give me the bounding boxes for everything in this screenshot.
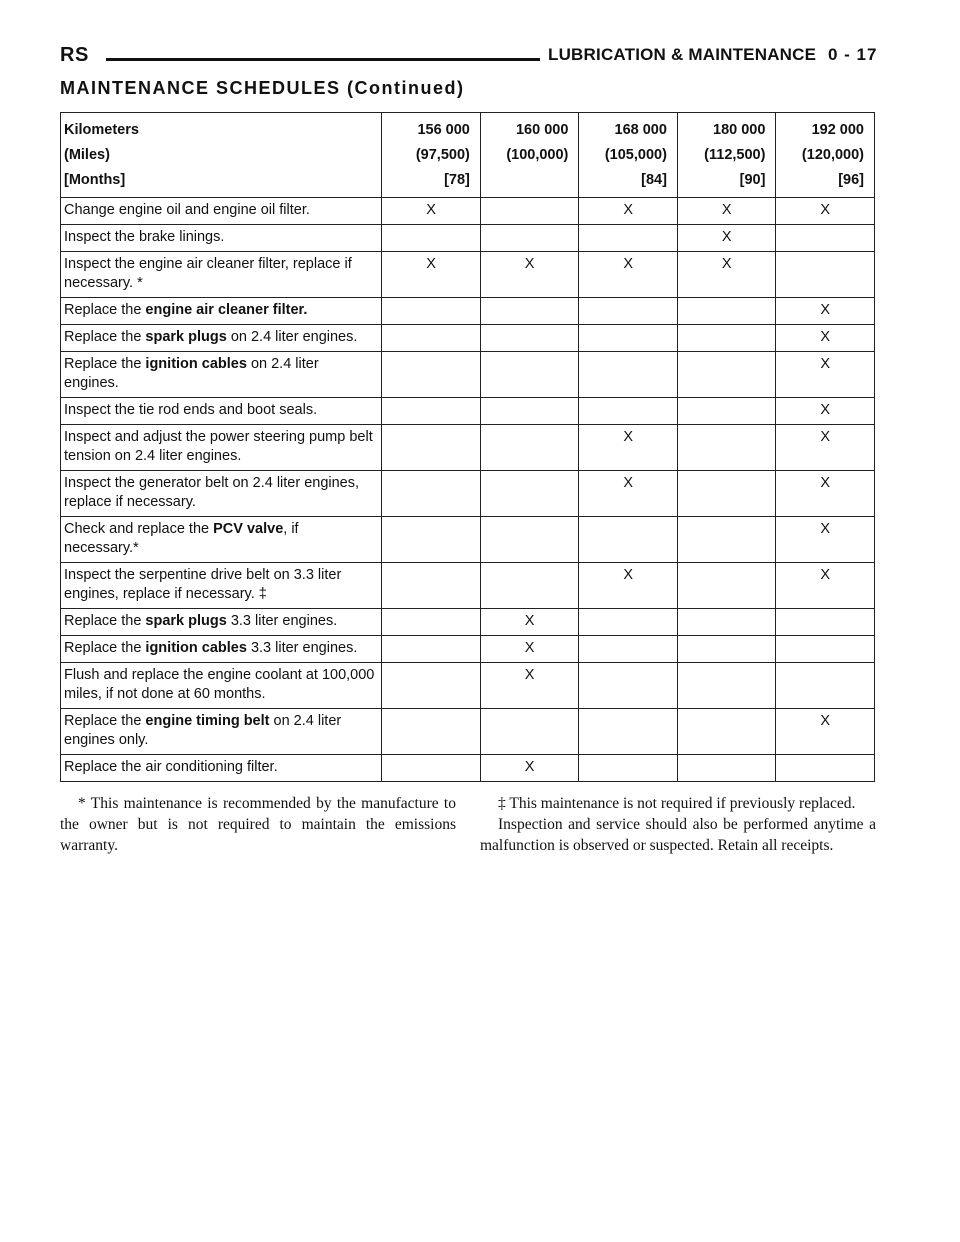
- schedule-mark-cell: [579, 398, 678, 425]
- task-text: Replace the: [64, 713, 146, 729]
- task-cell: [61, 225, 382, 252]
- schedule-mark-cell: X: [776, 198, 875, 225]
- header-interval-value: (100,000): [506, 147, 569, 163]
- task-emphasis: spark plugs: [145, 613, 227, 629]
- schedule-mark-cell: [677, 325, 776, 352]
- schedule-mark-cell: [579, 298, 678, 325]
- schedule-mark-cell: [480, 225, 579, 252]
- header-label: (Miles): [64, 147, 110, 163]
- schedule-mark-cell: [776, 225, 875, 252]
- task-text: Inspect and adjust the power steering pump belt tension on 2.4 liter engines.: [64, 429, 373, 464]
- footnote-double-dagger: ‡ This maintenance is not required if previously replaced.: [498, 795, 856, 812]
- header-interval-value: 156 000: [417, 122, 470, 138]
- page-number: 0 - 17: [828, 45, 878, 64]
- schedule-mark-cell: [480, 398, 579, 425]
- schedule-mark-cell: [677, 709, 776, 755]
- schedule-mark-cell: [579, 325, 678, 352]
- table-row: [61, 517, 875, 563]
- schedule-mark-cell: [776, 636, 875, 663]
- schedule-mark-cell: [579, 352, 678, 398]
- table-row: [61, 325, 875, 352]
- schedule-mark-cell: [677, 636, 776, 663]
- task-text: Replace the: [64, 640, 146, 656]
- task-cell: [61, 471, 382, 517]
- schedule-mark-cell: X: [579, 198, 678, 225]
- task-text: Inspect the generator belt on 2.4 liter engines, replace if necessary.: [64, 475, 360, 510]
- schedule-mark-cell: [677, 352, 776, 398]
- schedule-mark-cell: X: [579, 471, 678, 517]
- table-header-row: [61, 113, 875, 198]
- schedule-mark-cell: [677, 298, 776, 325]
- schedule-mark-cell: X: [579, 563, 678, 609]
- task-cell: [61, 352, 382, 398]
- task-emphasis: spark plugs: [145, 329, 227, 345]
- schedule-mark-cell: [579, 755, 678, 782]
- header-interval-value: (105,000): [604, 147, 667, 163]
- table-row: [61, 663, 875, 709]
- schedule-mark-cell: [480, 709, 579, 755]
- page-title: MAINTENANCE SCHEDULES (Continued): [60, 78, 465, 98]
- task-cell: [61, 425, 382, 471]
- header-interval-value: 192 000: [811, 122, 864, 138]
- schedule-mark-cell: X: [776, 352, 875, 398]
- task-text: Replace the: [64, 613, 146, 629]
- schedule-mark-cell: X: [776, 471, 875, 517]
- task-text: Change engine oil and engine oil filter.: [64, 202, 310, 218]
- task-text: , if necessary.*: [64, 521, 299, 556]
- schedule-mark-cell: [776, 755, 875, 782]
- footnote-left: [60, 793, 456, 856]
- schedule-mark-cell: [579, 709, 678, 755]
- header-interval-cell: [382, 113, 481, 198]
- header-interval-value: 168 000: [614, 122, 667, 138]
- schedule-mark-cell: X: [480, 609, 579, 636]
- schedule-mark-cell: X: [480, 755, 579, 782]
- task-cell: [61, 636, 382, 663]
- schedule-mark-cell: X: [776, 709, 875, 755]
- table-row: [61, 352, 875, 398]
- schedule-mark-cell: [677, 563, 776, 609]
- header-rule: [106, 58, 540, 61]
- task-text: 3.3 liter engines.: [246, 640, 358, 656]
- schedule-mark-cell: [382, 755, 481, 782]
- header-interval-value: [84]: [641, 172, 667, 188]
- header-interval-value: (112,500): [704, 147, 766, 163]
- task-text: Inspect the serpentine drive belt on 3.3 liter engines, replace if necessary. ‡: [64, 567, 342, 602]
- header-interval-value: (97,500): [415, 147, 470, 163]
- schedule-mark-cell: [382, 398, 481, 425]
- task-cell: [61, 755, 382, 782]
- table-row: [61, 298, 875, 325]
- schedule-mark-cell: [480, 325, 579, 352]
- task-text: on 2.4 liter engines.: [64, 356, 319, 391]
- header-code: RS: [60, 44, 89, 66]
- task-text: 3.3 liter engines.: [226, 613, 338, 629]
- task-emphasis: engine air cleaner filter.: [145, 302, 308, 318]
- schedule-mark-cell: [382, 471, 481, 517]
- table-row: [61, 425, 875, 471]
- task-cell: [61, 325, 382, 352]
- schedule-mark-cell: [382, 563, 481, 609]
- table-row: [61, 709, 875, 755]
- schedule-mark-cell: [677, 425, 776, 471]
- task-cell: [61, 398, 382, 425]
- schedule-mark-cell: [677, 755, 776, 782]
- header-interval-cell: [776, 113, 875, 198]
- schedule-mark-cell: X: [677, 225, 776, 252]
- task-emphasis: ignition cables: [145, 640, 247, 656]
- table-row: [61, 755, 875, 782]
- footnote-inspection: Inspection and service should also be performed anytime a malfunction is observed or suspected. Retain all receipts.: [480, 816, 876, 854]
- task-text: Replace the air conditioning filter.: [64, 759, 278, 775]
- header-label-cell: [61, 113, 382, 198]
- schedule-mark-cell: [382, 636, 481, 663]
- header-interval-value: 180 000: [713, 122, 766, 138]
- schedule-mark-cell: [382, 325, 481, 352]
- schedule-mark-cell: [677, 517, 776, 563]
- schedule-mark-cell: [480, 298, 579, 325]
- task-text: Replace the: [64, 356, 146, 372]
- schedule-mark-cell: [677, 398, 776, 425]
- table-row: [61, 252, 875, 298]
- schedule-mark-cell: X: [776, 425, 875, 471]
- schedule-mark-cell: X: [776, 325, 875, 352]
- schedule-mark-cell: [382, 517, 481, 563]
- schedule-mark-cell: [776, 252, 875, 298]
- header-label: Kilometers: [64, 122, 139, 138]
- schedule-mark-cell: [579, 517, 678, 563]
- task-cell: [61, 609, 382, 636]
- task-cell: [61, 198, 382, 225]
- schedule-mark-cell: X: [579, 425, 678, 471]
- header-interval-value: [90]: [739, 172, 766, 188]
- table-row: [61, 225, 875, 252]
- schedule-mark-cell: [382, 425, 481, 471]
- schedule-mark-cell: [480, 563, 579, 609]
- schedule-mark-cell: X: [776, 398, 875, 425]
- task-cell: [61, 252, 382, 298]
- schedule-mark-cell: [677, 471, 776, 517]
- task-text: Replace the: [64, 302, 146, 318]
- header-interval-value: (120,000): [801, 147, 864, 163]
- header-interval-value: [78]: [444, 172, 470, 188]
- task-text: on 2.4 liter engines only.: [64, 713, 342, 748]
- table-row: [61, 398, 875, 425]
- schedule-mark-cell: X: [677, 252, 776, 298]
- schedule-mark-cell: X: [677, 198, 776, 225]
- maintenance-schedule-table: [60, 112, 875, 782]
- task-cell: [61, 517, 382, 563]
- table-row: [61, 198, 875, 225]
- task-cell: [61, 563, 382, 609]
- task-text: Check and replace the: [64, 521, 214, 537]
- table-row: [61, 563, 875, 609]
- schedule-mark-cell: [677, 609, 776, 636]
- task-text: on 2.4 liter engines.: [226, 329, 358, 345]
- schedule-mark-cell: X: [382, 198, 481, 225]
- schedule-mark-cell: [480, 198, 579, 225]
- task-text: Inspect the tie rod ends and boot seals.: [64, 402, 318, 418]
- header-interval-value: 160 000: [515, 122, 569, 138]
- task-cell: [61, 298, 382, 325]
- header-label: [Months]: [64, 172, 126, 188]
- task-emphasis: PCV valve: [213, 521, 284, 537]
- header-interval-value: [96]: [838, 172, 864, 188]
- header-section-title: LUBRICATION & MAINTENANCE: [548, 45, 817, 64]
- schedule-mark-cell: [382, 663, 481, 709]
- task-text: Inspect the engine air cleaner filter, replace if necessary. *: [64, 256, 352, 291]
- task-text: Inspect the brake linings.: [64, 229, 225, 245]
- schedule-mark-cell: X: [382, 252, 481, 298]
- schedule-mark-cell: [579, 636, 678, 663]
- task-text: Replace the: [64, 329, 146, 345]
- header-interval-cell: [480, 113, 579, 198]
- table-row: [61, 636, 875, 663]
- footnote-asterisk: * This maintenance is recommended by the manufacture to the owner but is not required to maintain the emissions warranty.: [60, 795, 456, 854]
- footnote-right: [480, 793, 876, 856]
- schedule-mark-cell: [776, 663, 875, 709]
- schedule-mark-cell: [480, 517, 579, 563]
- schedule-mark-cell: X: [776, 563, 875, 609]
- schedule-mark-cell: X: [480, 636, 579, 663]
- header-interval-cell: [677, 113, 776, 198]
- task-emphasis: ignition cables: [145, 356, 247, 372]
- task-emphasis: engine timing belt: [145, 713, 270, 729]
- schedule-mark-cell: [480, 471, 579, 517]
- schedule-mark-cell: X: [480, 252, 579, 298]
- schedule-mark-cell: [382, 709, 481, 755]
- schedule-mark-cell: [776, 609, 875, 636]
- task-text: Flush and replace the engine coolant at 100,000 miles, if not done at 60 months.: [64, 667, 375, 702]
- table-row: [61, 609, 875, 636]
- schedule-mark-cell: [382, 609, 481, 636]
- schedule-mark-cell: X: [776, 517, 875, 563]
- schedule-mark-cell: [579, 609, 678, 636]
- task-cell: [61, 709, 382, 755]
- schedule-mark-cell: [480, 352, 579, 398]
- schedule-mark-cell: [382, 225, 481, 252]
- schedule-mark-cell: X: [776, 298, 875, 325]
- schedule-mark-cell: [382, 352, 481, 398]
- schedule-mark-cell: [579, 663, 678, 709]
- schedule-mark-cell: [677, 663, 776, 709]
- schedule-mark-cell: [579, 225, 678, 252]
- schedule-mark-cell: X: [579, 252, 678, 298]
- task-cell: [61, 663, 382, 709]
- schedule-mark-cell: [480, 425, 579, 471]
- schedule-mark-cell: X: [480, 663, 579, 709]
- table-row: [61, 471, 875, 517]
- header-interval-cell: [579, 113, 678, 198]
- header-interval-value: [484, 168, 569, 193]
- schedule-mark-cell: [382, 298, 481, 325]
